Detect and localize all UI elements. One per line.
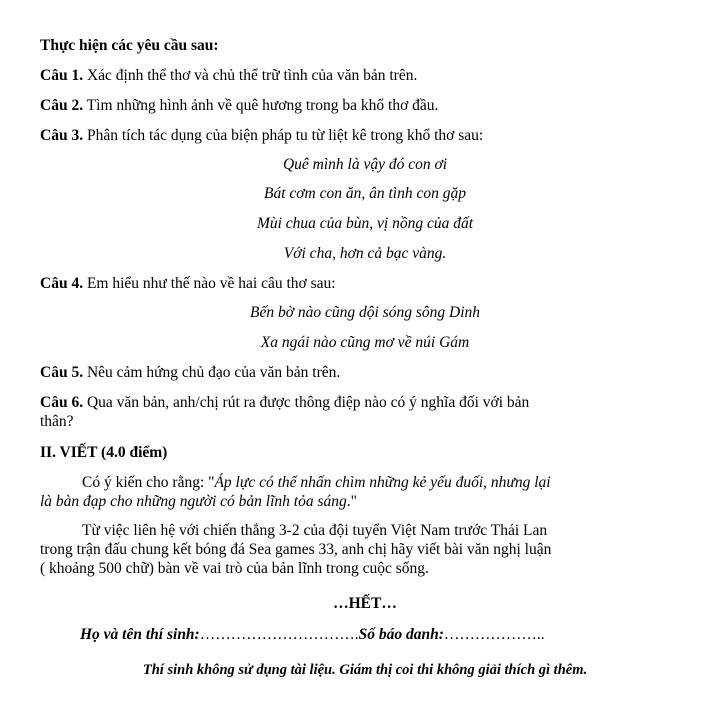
instructions-header: Thực hiện các yêu cầu sau: [40,37,219,54]
candidate-number-label: Số báo danh: [358,626,444,643]
poem-line: Quê mình là vậy đó con ơi [282,156,448,173]
poem-line: Bến bờ nào cũng dội sóng sông Dinh [250,304,480,321]
prompt-paragraph-1 [40,473,690,493]
question-text: Nêu cảm hứng chủ đạo của văn bản trên. [83,364,341,381]
prompt-quote: là bàn đạp cho những người có bản lĩnh tỏa sáng [40,493,347,510]
question-label: Câu 1. [40,67,84,84]
candidate-name-label: Họ và tên thí sinh: [80,626,200,643]
poem-line: Mùi chua của bùn, vị nồng của đất [256,215,474,232]
prompt-paragraph-2-cont: ( khoảng 500 chữ) bàn về vai trò của bản lĩnh trong cuộc sống. [40,560,429,577]
prompt-intro: Có ý kiến cho rằng: " [82,474,215,491]
end-marker: …HẾT… [333,595,397,612]
question-label: Câu 5. [40,364,84,381]
prompt-paragraph-2: Từ việc liên hệ với chiến thắng 3-2 của đội tuyển Việt Nam trước Thái Lan [82,522,548,539]
question-3 [40,126,690,146]
question-label: Câu 6. [40,394,84,411]
prompt-quote: Áp lực có thể nhấn chìm những kẻ yếu đuối, nhưng lại [214,474,551,491]
question-6-continuation: thân? [40,413,74,430]
question-2 [40,96,690,116]
question-label: Câu 2. [40,97,84,114]
poem-line: Với cha, hơn cả bạc vàng. [283,245,447,262]
question-text: Em hiểu như thế nào về hai câu thơ sau: [83,275,336,292]
candidate-number-blank: ……………….. [443,626,545,643]
prompt-paragraph-1-cont [40,492,690,512]
question-label: Câu 4. [40,275,84,292]
question-text: Qua văn bản, anh/chị rút ra được thông điệp nào có ý nghĩa đối với bản [83,394,530,411]
exam-note: Thí sinh không sử dụng tài liệu. Giám thị coi thi không giải thích gì thêm. [142,662,588,678]
candidate-info-line [80,625,690,645]
prompt-paragraph-2-cont: trong trận đấu chung kết bóng đá Sea games 33, anh chị hãy viết bài văn nghị luận [40,541,552,558]
poem-line: Bát cơm con ăn, ân tình con gặp [264,185,466,202]
candidate-name-blank: …………………………. [199,626,359,643]
question-4 [40,274,690,294]
question-5 [40,363,690,383]
question-1 [40,66,690,86]
question-text: Tìm những hình ảnh về quê hương trong ba khổ thơ đầu. [83,97,439,114]
question-label: Câu 3. [40,127,84,144]
prompt-quote-end: ." [346,493,357,510]
question-6 [40,393,690,413]
poem-line: Xa ngái nào cũng mơ về núi Gám [260,334,470,351]
section-2-heading: II. VIẾT (4.0 điểm) [40,444,168,461]
question-text: Xác định thể thơ và chủ thể trữ tình của văn bản trên. [83,67,418,84]
question-text: Phân tích tác dụng của biện pháp tu từ liệt kê trong khổ thơ sau: [83,127,484,144]
